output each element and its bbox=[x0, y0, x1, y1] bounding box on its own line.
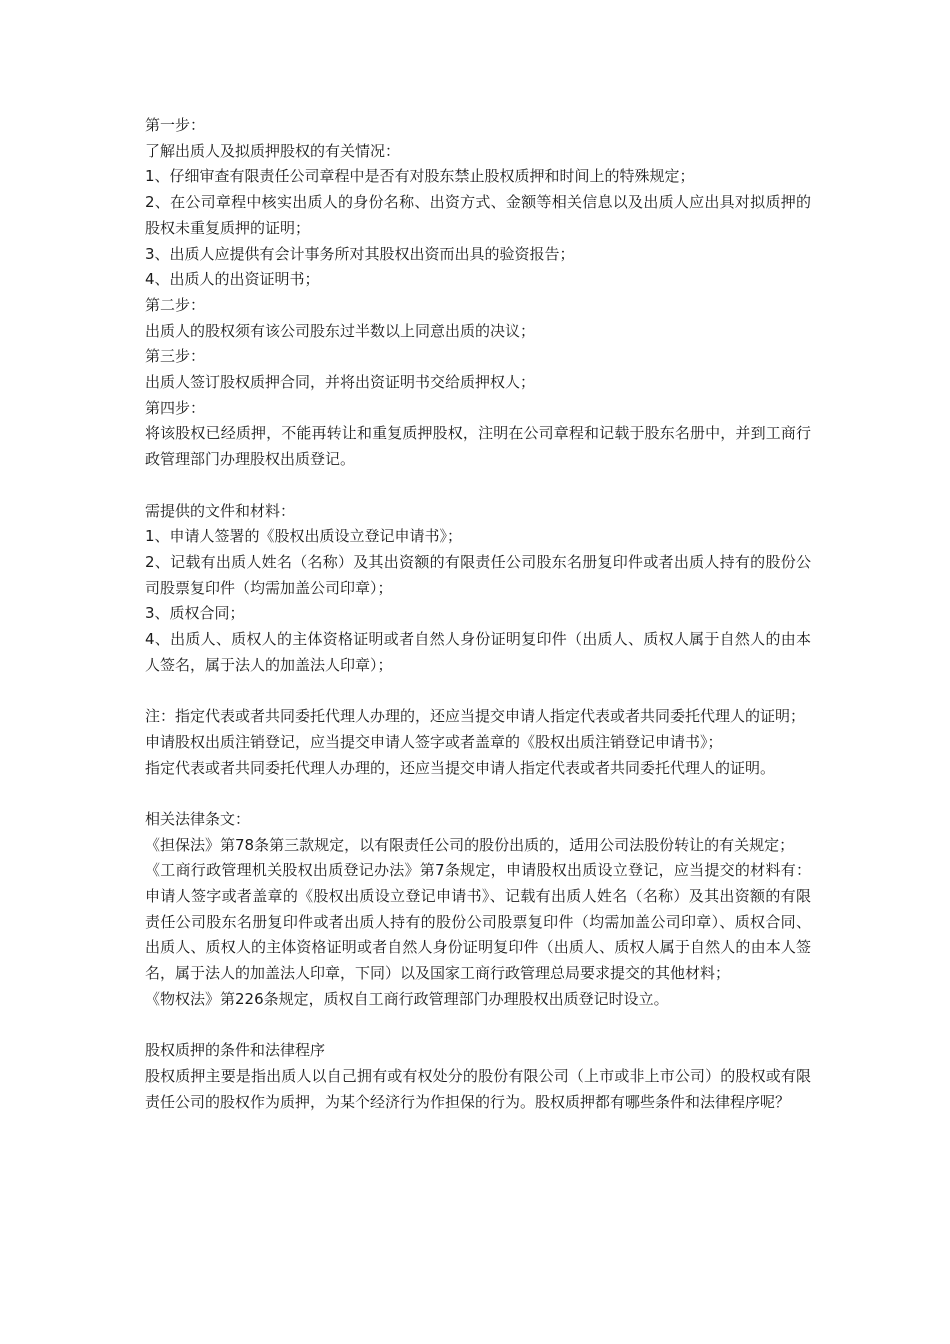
step2-heading: 第二步： bbox=[145, 295, 206, 314]
materials-item: 1、申请人签署的《股权出质设立登记申请书》； bbox=[145, 527, 463, 546]
step1-item: 3、出质人应提供有会计事务所对其股权出资而出具的验资报告； bbox=[145, 244, 575, 263]
law-item: 《工商行政管理机关股权出质登记办法》第7条规定，申请股权出质设立登记，应当提交的材料有：申请人签字或者盖章的《股权出质设立登记申请书》、记载有出质人姓名（名称）及其出资额的有限责任公司股东名册复印件或者出质人持有的股份公司股票复印件（均需加盖公司印章）、质权合同、出质人、质权人的主体资格证明或者自然人身份证明复印件（出质人、质权人属于自然人的由本人签名，属于法人的加盖法人印章，下同）以及国家工商行政管理总局要求提交的其他材料； bbox=[145, 861, 811, 983]
note-item: 注：指定代表或者共同委托代理人办理的，还应当提交申请人指定代表或者共同委托代理人的证明； bbox=[145, 707, 806, 726]
step1-item: 4、出质人的出资证明书； bbox=[145, 270, 320, 289]
conditions-text: 股权质押主要是指出质人以自己拥有或有权处分的股份有限公司（上市或非上市公司）的股权或有限责任公司的股权作为质押，为某个经济行为作担保的行为。股权质押都有哪些条件和法律程序呢？ bbox=[145, 1066, 811, 1111]
conditions-section bbox=[145, 1038, 811, 1115]
paragraph-gap bbox=[145, 678, 811, 704]
paragraph-gap bbox=[145, 473, 811, 499]
materials-item: 4、出质人、质权人的主体资格证明或者自然人身份证明复印件（出质人、质权人属于自然人的由本人签名，属于法人的加盖法人印章）； bbox=[145, 630, 811, 674]
step2-section bbox=[145, 293, 811, 344]
note-item: 申请股权出质注销登记，应当提交申请人签字或者盖章的《股权出质注销登记申请书》； bbox=[145, 732, 723, 751]
step3-heading: 第三步： bbox=[145, 347, 206, 366]
law-item: 《物权法》第226条规定，质权自工商行政管理部门办理股权出质登记时设立。 bbox=[145, 989, 669, 1008]
step3-section bbox=[145, 344, 811, 395]
paragraph-gap bbox=[145, 781, 811, 807]
materials-heading: 需提供的文件和材料： bbox=[145, 501, 296, 520]
step1-section bbox=[145, 113, 811, 293]
paragraph-gap bbox=[145, 1013, 811, 1039]
materials-item: 3、质权合同； bbox=[145, 604, 245, 623]
laws-section bbox=[145, 807, 811, 1013]
step1-item: 2、在公司章程中核实出质人的身份名称、出资方式、金额等相关信息以及出质人应出具对拟质押的股权未重复质押的证明； bbox=[145, 193, 811, 237]
materials-section bbox=[145, 499, 811, 679]
document-body bbox=[145, 113, 811, 1115]
step1-heading: 第一步： bbox=[145, 116, 206, 134]
notes-section bbox=[145, 704, 811, 781]
step1-intro: 了解出质人及拟质押股权的有关情况： bbox=[145, 141, 401, 160]
note-item: 指定代表或者共同委托代理人办理的，还应当提交申请人指定代表或者共同委托代理人的证明。 bbox=[145, 758, 776, 777]
conditions-heading: 股权质押的条件和法律程序 bbox=[145, 1041, 326, 1060]
step4-section bbox=[145, 396, 811, 473]
materials-item: 2、记载有出质人姓名（名称）及其出资额的有限责任公司股东名册复印件或者出质人持有的股份公司股票复印件（均需加盖公司印章）； bbox=[145, 552, 811, 597]
step3-text: 出质人签订股权质押合同，并将出资证明书交给质押权人； bbox=[145, 373, 536, 392]
step4-heading: 第四步： bbox=[145, 398, 206, 417]
laws-heading: 相关法律条文： bbox=[145, 809, 251, 828]
law-item: 《担保法》第78条第三款规定，以有限责任公司的股份出质的，适用公司法股份转让的有关规定； bbox=[145, 835, 795, 854]
step2-text: 出质人的股权须有该公司股东过半数以上同意出质的决议； bbox=[145, 321, 536, 340]
step1-item: 1、仔细审查有限责任公司章程中是否有对股东禁止股权质押和时间上的特殊规定； bbox=[145, 167, 695, 186]
step4-text: 将该股权已经质押，不能再转让和重复质押股权，注明在公司章程和记载于股东名册中，并到工商行政管理部门办理股权出质登记。 bbox=[145, 424, 811, 469]
